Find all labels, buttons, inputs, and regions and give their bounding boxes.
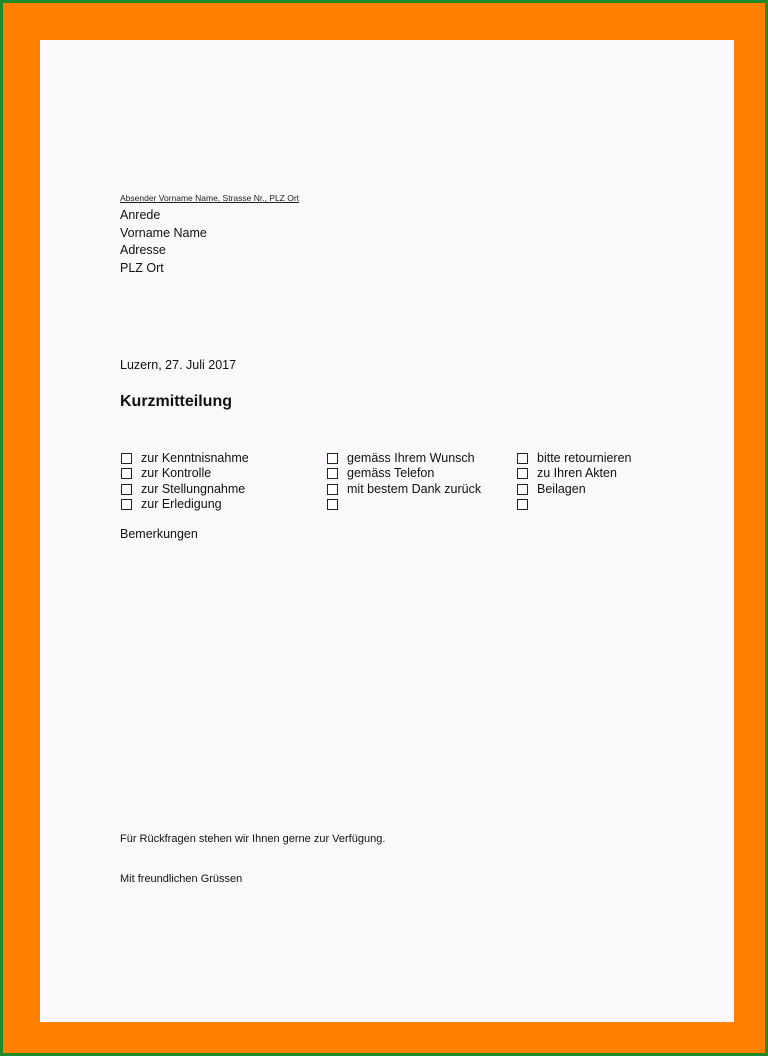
remarks-label: Bemerkungen [120, 527, 198, 541]
checkbox[interactable] [121, 484, 132, 495]
options-column-2 [327, 451, 481, 512]
checkbox[interactable] [517, 468, 528, 479]
checkbox[interactable] [517, 484, 528, 495]
document-title: Kurzmitteilung [120, 393, 232, 410]
option-wunsch[interactable] [327, 451, 481, 466]
option-stellungnahme[interactable] [121, 482, 249, 497]
option-label: gemäss Ihrem Wunsch [347, 451, 475, 466]
recipient-address: Adresse [120, 243, 166, 257]
option-label: zur Kontrolle [141, 466, 212, 481]
options-column-3 [517, 451, 632, 512]
closing-greeting: Mit freundlichen Grüssen [120, 873, 243, 885]
option-label: zur Kenntnisnahme [141, 451, 249, 466]
option-label: zur Erledigung [141, 497, 222, 512]
checkbox[interactable] [121, 453, 132, 464]
option-kontrolle[interactable] [121, 466, 249, 481]
option-label: zu Ihren Akten [537, 466, 617, 481]
option-retournieren[interactable] [517, 451, 632, 466]
date-line: Luzern, 27. Juli 2017 [120, 358, 237, 372]
recipient-name: Vorname Name [120, 226, 207, 240]
checkbox[interactable] [327, 453, 338, 464]
checkbox[interactable] [121, 499, 132, 510]
option-label: Beilagen [537, 481, 586, 496]
closing-question: Für Rückfragen stehen wir Ihnen gerne zur Verfügung. [120, 833, 386, 845]
option-akten[interactable] [517, 466, 632, 481]
option-label: mit bestem Dank zurück [347, 481, 482, 496]
checkbox[interactable] [121, 468, 132, 479]
option-beilagen[interactable] [517, 482, 632, 497]
letter-page [40, 40, 734, 1022]
checkbox[interactable] [327, 484, 338, 495]
option-empty[interactable] [327, 497, 481, 512]
option-empty[interactable] [517, 497, 632, 512]
recipient-city: PLZ Ort [120, 261, 164, 275]
option-dank-zurueck[interactable] [327, 482, 481, 497]
checkbox[interactable] [327, 499, 338, 510]
option-label: zur Stellungnahme [141, 481, 246, 496]
checkbox[interactable] [517, 499, 528, 510]
option-erledigung[interactable] [121, 497, 249, 512]
option-telefon[interactable] [327, 466, 481, 481]
recipient-salutation: Anrede [120, 208, 161, 222]
option-label: bitte retournieren [537, 451, 632, 466]
checkbox[interactable] [327, 468, 338, 479]
sender-line: Absender Vorname Name, Strasse Nr., PLZ Ort [120, 193, 300, 203]
option-label: gemäss Telefon [347, 466, 435, 481]
page-frame [3, 3, 765, 1053]
options-column-1 [121, 451, 249, 512]
option-kenntnisnahme[interactable] [121, 451, 249, 466]
checkbox[interactable] [517, 453, 528, 464]
